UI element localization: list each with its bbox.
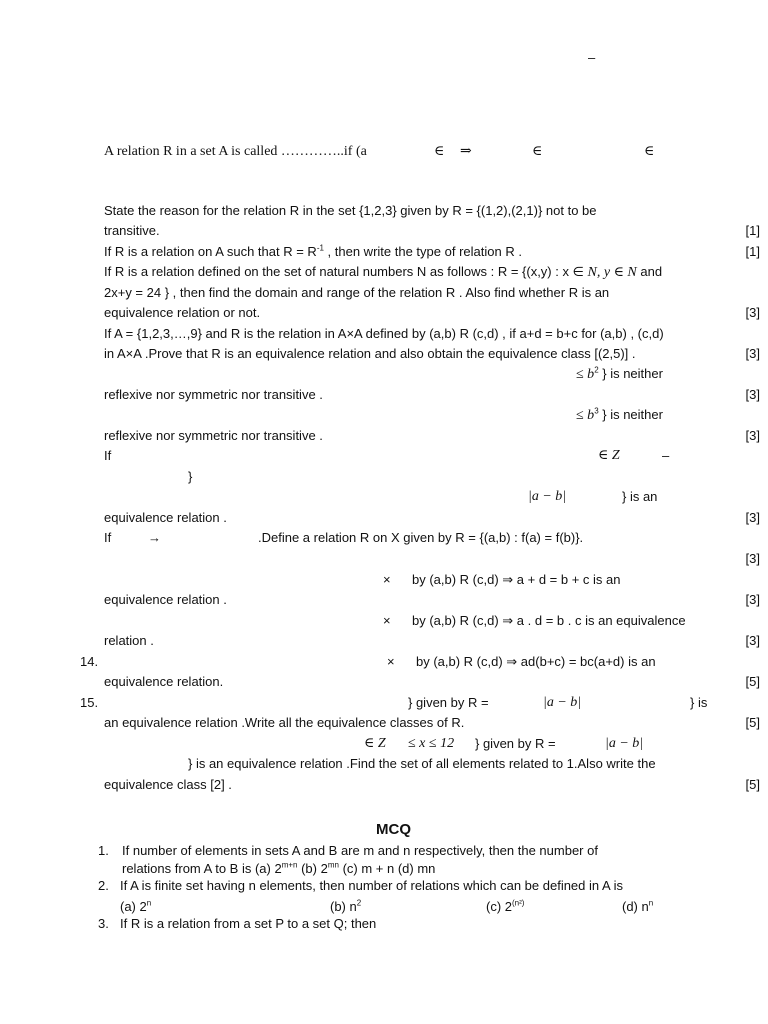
header-dash: – — [588, 50, 596, 65]
mcq-2-option-b: (b) $n^2$ — [330, 898, 362, 914]
question-14-text: by (a,b) R (c,d) ⇒ ad(b+c) = bc(a+d) is an — [416, 654, 656, 669]
question-16-marks: [5] — [745, 777, 760, 792]
question-15-line2: an equivalence relation .Write all the equivalence classes of R. — [104, 715, 465, 730]
question-10-line2: relation . — [104, 633, 154, 648]
question-7-marks: [3] — [745, 510, 760, 525]
question-1-marks: [1] — [745, 223, 760, 238]
question-15-abs: |a − b| — [543, 695, 582, 710]
question-1-line2: transitive. — [104, 223, 160, 238]
question-7-last: equivalence relation . — [104, 510, 227, 525]
question-6-marks: [3] — [745, 428, 760, 443]
question-16-inequality: ≤ x ≤ 12 — [408, 736, 455, 751]
question-9-marks: [3] — [745, 592, 760, 607]
question-2-marks: [1] — [745, 244, 760, 259]
mcq-title: MCQ — [376, 821, 411, 838]
question-8-text: .Define a relation R on X given by R = {(a,b) : f(a) = f(b)}. — [258, 530, 584, 545]
arrow-icon: → — [148, 530, 161, 545]
question-5-fragment: ≤ $b^2$ } is neither — [576, 365, 663, 382]
question-10-marks: [3] — [745, 633, 760, 648]
question-5-line2: reflexive nor symmetric nor transitive . — [104, 387, 323, 402]
question-10-text: by (a,b) R (c,d) ⇒ a . d = b . c is an equivalence — [412, 613, 686, 628]
question-9-line2: equivalence relation . — [104, 592, 227, 607]
question-15-is: } is — [690, 695, 708, 710]
question-7-abs: |a − b| — [528, 489, 567, 504]
question-6-fragment: ≤ $b^3$ } is neither — [576, 406, 663, 423]
question-16-abs: |a − b| — [605, 736, 644, 751]
mcq-1-number: 1. — [98, 843, 109, 858]
mcq-2-option-d: (d) $n^n$ — [622, 898, 654, 914]
question-3-line3: equivalence relation or not. — [104, 305, 261, 320]
mcq-2-line1: If A is finite set having n elements, then number of relations which can be defined in A is — [120, 878, 623, 893]
question-4-line2: in A×A .Prove that R is an equivalence relation and also obtain the equivalence class [(2,5)] . — [104, 346, 636, 361]
mcq-2-option-a: (a) 2$^n$ — [120, 898, 152, 914]
question-14-number: 14. — [80, 654, 99, 669]
question-4-line1: If A = {1,2,3,…,9} and R is the relation in A×A defined by (a,b) R (c,d) , if a+d = b+c for (a,b) , (c,d) — [104, 326, 664, 341]
question-7-minus: – — [662, 448, 670, 463]
question-2: If R is a relation on A such that $R = R^{-1}$ , then write the type of relation R . — [104, 243, 522, 259]
mcq-3-line1: If R is a relation from a set P to a set Q; then — [120, 916, 377, 931]
question-14-marks: [5] — [745, 674, 760, 689]
mcq-1-line2: relations from A to B is (a) $2^{m+n}$ (b) $2^{mn}$ (c) m + n (d) mn — [122, 860, 436, 876]
question-15-fragment: } given by R = — [408, 695, 489, 710]
question-16-in-z: ∈ Z — [364, 736, 386, 751]
mcq-2-number: 2. — [98, 878, 109, 893]
question-4-marks: [3] — [745, 346, 760, 361]
question-9-text: by (a,b) R (c,d) ⇒ a + d = b + c is an — [412, 572, 621, 587]
question-3-line2: 2x+y = 24 } , then find the domain and range of the relation R . Also find whether R is an — [104, 285, 610, 300]
question-8-if: If — [104, 530, 112, 545]
question-16-line2: } is an equivalence relation .Find the set of all elements related to 1.Also write the — [188, 756, 656, 771]
question-6-line2: reflexive nor symmetric nor transitive . — [104, 428, 323, 443]
question-7-in-z: ∈ Z — [598, 448, 620, 463]
times-symbol: × — [383, 613, 391, 628]
question-15-number: 15. — [80, 695, 99, 710]
times-symbol: × — [383, 572, 391, 587]
element-of-symbol: ∈ — [434, 144, 445, 159]
question-16-line3: equivalence class [2] . — [104, 777, 232, 792]
question-8-marks: [3] — [745, 551, 760, 566]
question-3-marks: [3] — [745, 305, 760, 320]
question-5-marks: [3] — [745, 387, 760, 402]
question-1-line1: State the reason for the relation R in the set {1,2,3} given by R = {(1,2),(2,1)} not to be — [104, 203, 597, 218]
fill-blank-text: A relation R in a set A is called …………..if (a — [104, 144, 367, 159]
implies-symbol: ⇒ — [460, 144, 472, 159]
question-3-line1: If R is a relation defined on the set of natural numbers N as follows : R = {(x,y) : x ∈ N, y ∈ N and — [104, 264, 663, 280]
question-16-given: } given by R = — [475, 736, 556, 751]
mcq-1-line1: If number of elements in sets A and B are m and n respectively, then the number of — [122, 843, 598, 858]
times-symbol: × — [387, 654, 395, 669]
element-of-symbol: ∈ — [532, 144, 543, 159]
mcq-2-option-c: (c) $2^{(n^2)}$ — [486, 898, 525, 914]
question-15-marks: [5] — [745, 715, 760, 730]
question-7-post: } is an — [622, 489, 658, 504]
element-of-symbol: ∈ — [644, 144, 655, 159]
mcq-3-number: 3. — [98, 916, 109, 931]
question-14-line2: equivalence relation. — [104, 674, 224, 689]
question-7-brace: } — [188, 469, 193, 484]
question-7-if: If — [104, 448, 112, 463]
